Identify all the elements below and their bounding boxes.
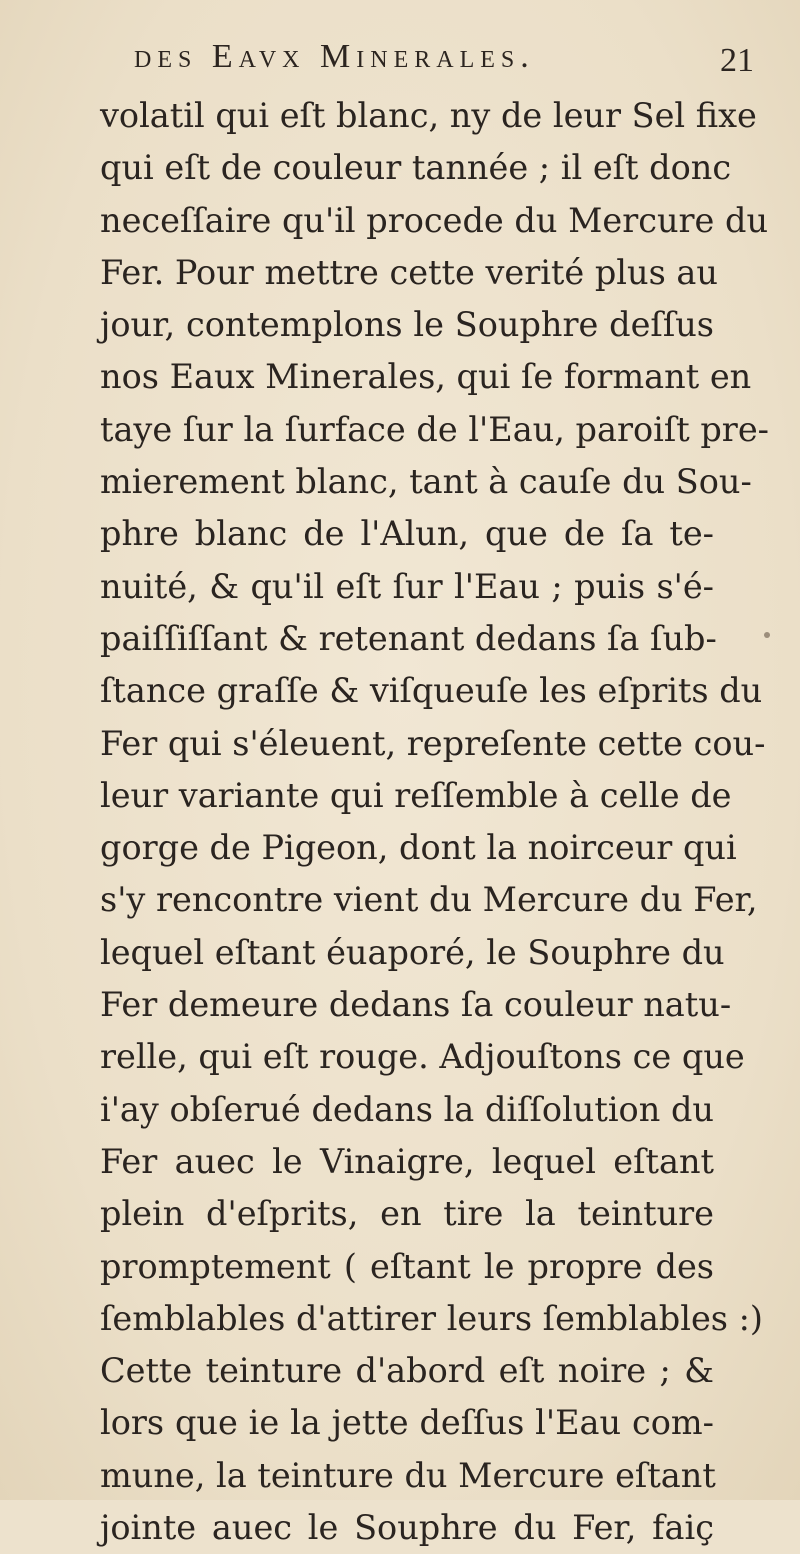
text-line: nos Eaux Minerales, qui ſe formant en <box>100 357 752 397</box>
text-line: taye ſur la ſurface de l'Eau, paroiſt pre- <box>100 409 769 449</box>
text-line: Fer. Pour mettre cette verité plus au <box>100 252 718 292</box>
text-line: jointe auec le Souphre du Fer, faiç <box>100 1508 714 1548</box>
text-line: Fer demeure dedans ſa couleur natu- <box>100 985 732 1025</box>
text-line: Fer auec le Vinaigre, lequel eſtant <box>100 1141 714 1181</box>
text-line: ſemblables d'attirer leurs ſemblables :) <box>100 1298 763 1338</box>
body-text <box>100 90 769 1554</box>
page-number: 21 <box>720 42 754 79</box>
text-line: ſtance graſſe & viſqueuſe les eſprits du <box>100 671 763 711</box>
running-title: des Eavx Minerales. <box>134 38 535 75</box>
page-header <box>124 38 754 88</box>
text-line: neceſſaire qu'il procede du Mercure du <box>100 200 769 240</box>
text-line: jour, contemplons le Souphre deſſus <box>100 305 714 345</box>
text-line: volatil qui eſt blanc, ny de leur Sel fixe <box>100 96 757 135</box>
text-line: plein d'eſprits, en tire la teinture <box>100 1194 714 1234</box>
text-line: lors que ie la jette deſſus l'Eau com- <box>100 1403 714 1443</box>
text-line: Cette teinture d'abord eſt noire ; & <box>100 1351 714 1391</box>
text-line: mierement blanc, tant à cauſe du Sou- <box>100 462 752 502</box>
text-line: lequel eſtant éuaporé, le Souphre du <box>100 932 725 972</box>
text-line: s'y rencontre vient du Mercure du Fer, <box>100 880 758 920</box>
text-line: phre blanc de l'Alun, que de ſa te- <box>100 514 714 554</box>
text-line: leur variante qui reſſemble à celle de <box>100 775 732 815</box>
text-line: gorge de Pigeon, dont la noirceur qui <box>100 828 737 868</box>
text-line: Fer qui s'éleuent, repreſente cette cou- <box>100 723 766 763</box>
text-line: promptement ( eſtant le propre des <box>100 1246 714 1286</box>
paper-speck <box>764 632 770 638</box>
text-line: paiſſiſſant & retenant dedans ſa ſub- <box>100 618 717 658</box>
text-line: mune, la teinture du Mercure eſtant <box>100 1455 716 1495</box>
text-line: qui eſt de couleur tannée ; il eſt donc <box>100 148 732 188</box>
text-line: i'ay obſerué dedans la diſſolution du <box>100 1089 714 1129</box>
text-line: relle, qui eſt rouge. Adjouſtons ce que <box>100 1037 745 1077</box>
text-line: nuité, & qu'il eſt ſur l'Eau ; puis s'é- <box>100 566 714 606</box>
